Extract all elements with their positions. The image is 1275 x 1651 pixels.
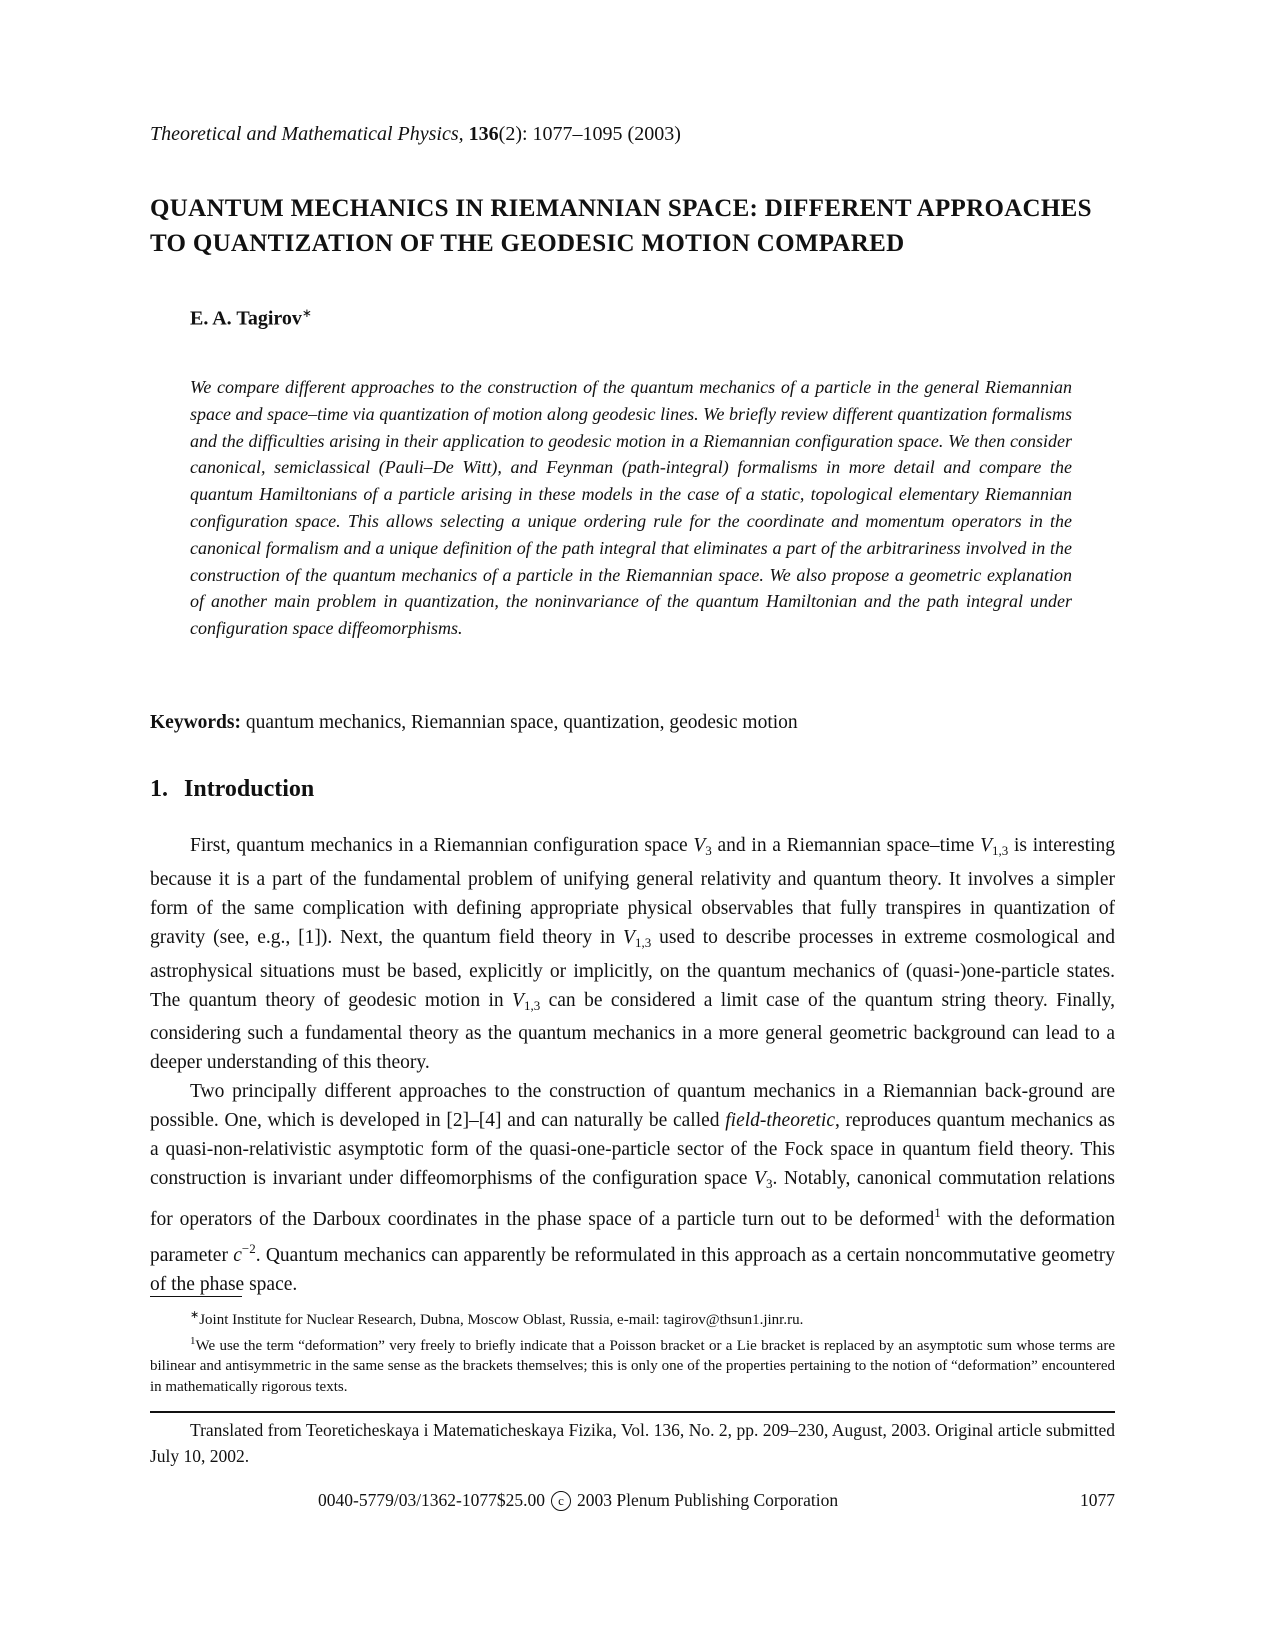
journal-name: Theoretical and Mathematical Physics,	[150, 123, 464, 145]
footnote-affiliation: ∗Joint Institute for Nuclear Research, Dubna, Moscow Oblast, Russia, e-mail: tagirov@thsun1.jinr.ru.	[190, 1309, 804, 1328]
translation-note: Translated from Teoreticheskaya i Matematicheskaya Fizika, Vol. 136, No. 2, pp. 209–230, August, 2003. Original article submitted July 10, 2002.	[150, 1420, 1115, 1466]
author-footnote-mark: ∗	[301, 306, 312, 320]
body-text	[150, 832, 1115, 1300]
translation-separator	[150, 1411, 1115, 1413]
issn-code: 0040-5779/03/1362-1077$25.00	[318, 1490, 546, 1510]
footnote-separator	[150, 1296, 242, 1297]
copyright-icon: c	[551, 1491, 571, 1511]
keywords-label: Keywords:	[150, 712, 241, 733]
author-line	[190, 306, 312, 331]
paper-title: QUANTUM MECHANICS IN RIEMANNIAN SPACE: DIFFERENT APPROACHES TO QUANTIZATION OF THE GEODESIC MOTION COMPARED	[150, 195, 1092, 257]
paragraph-1: First, quantum mechanics in a Riemannian configuration space $V_3$ and in a Riemannian space–time $V_{1,3}$ is interesting because it is a part of the fundamental problem of unifying general relativity and quantum theory. It involves a simpler form of the same complication with defining appropriate physical observables that fully transpires in quantization of gravity (see, e.g., [1]). Next, the quantum field theory in $V_{1,3}$ used to describe processes in extreme cosmological and astrophysical situations must be based, explicitly or implicitly, on the quantum mechanics of (quasi-)one-particle states. The quantum theory of geodesic motion in $V_{1,3}$ can be considered a limit case of the quantum string theory. Finally, considering such a fundamental theory as the quantum mechanics in a more general geometric background can lead to a deeper understanding of this theory.	[150, 835, 1116, 1074]
paragraph-2: Two principally different approaches to the construction of quantum mechanics in a Riemannian back-ground are possible. One, which is developed in [2]–[4] and can naturally be called field-theoretic, reproduces quantum mechanics as a quasi-non-relativistic asymptotic form of the quasi-one-particle sector of the Fock space in quantum field theory. This construction is invariant under diffeomorphisms of the configuration space $V_3$. Notably, canonical commutation relations for operators of the Darboux coordinates in the phase space of a particle turn out to be deformed$^1$ with the deformation parameter $c^{-2}$. Quantum mechanics can apparently be reformulated in this approach as a certain noncommutative geometry of the phase space.	[150, 1081, 1116, 1295]
section-title: Introduction	[184, 776, 315, 802]
page-number: 1077	[1080, 1490, 1115, 1510]
publisher: 2003 Plenum Publishing Corporation	[577, 1490, 839, 1510]
journal-citation	[150, 123, 681, 146]
keywords-text: quantum mechanics, Riemannian space, quantization, geodesic motion	[245, 712, 798, 733]
section-number: 1.	[150, 776, 168, 802]
section-heading	[150, 776, 314, 803]
journal-issue-pages: (2): 1077–1095 (2003)	[498, 123, 681, 145]
footer-copyright-line	[318, 1490, 838, 1511]
keywords	[150, 712, 798, 734]
footnote-1: $^1$We use the term “deformation” very freely to briefly indicate that a Poisson bracket or a Lie bracket is replaced by an asymptotic sum whose terms are bilinear and antisymmetric in the same sense as the brackets themselves; this is only one of the properties pertaining to the notion of “deformation” encountered in mathematically rigorous texts.	[150, 1334, 1115, 1395]
footnotes	[150, 1305, 1115, 1397]
author-name: E. A. Tagirov	[190, 307, 302, 330]
abstract: We compare different approaches to the construction of the quantum mechanics of a particle in the general Riemannian space and space–time via quantization of motion along geodesic lines. We briefly review different quantization formalisms and the difficulties arising in their application to geodesic motion in a Riemannian configuration space. We then consider canonical, semiclassical (Pauli–De Witt), and Feynman (path-integral) formalisms in more detail and compare the quantum Hamiltonians of a particle arising in these models in the case of a static, topological elementary Riemannian configuration space. This allows selecting a unique ordering rule for the coordinate and momentum operators in the canonical formalism and a unique definition of the path integral that eliminates a part of the arbitrariness involved in the construction of the quantum mechanics of a particle in the Riemannian space. We also propose a geometric explanation of another main problem in quantization, the noninvariance of the quantum Hamiltonian and the path integral under configuration space diffeomorphisms.	[190, 377, 1072, 639]
journal-volume: 136	[468, 123, 499, 145]
